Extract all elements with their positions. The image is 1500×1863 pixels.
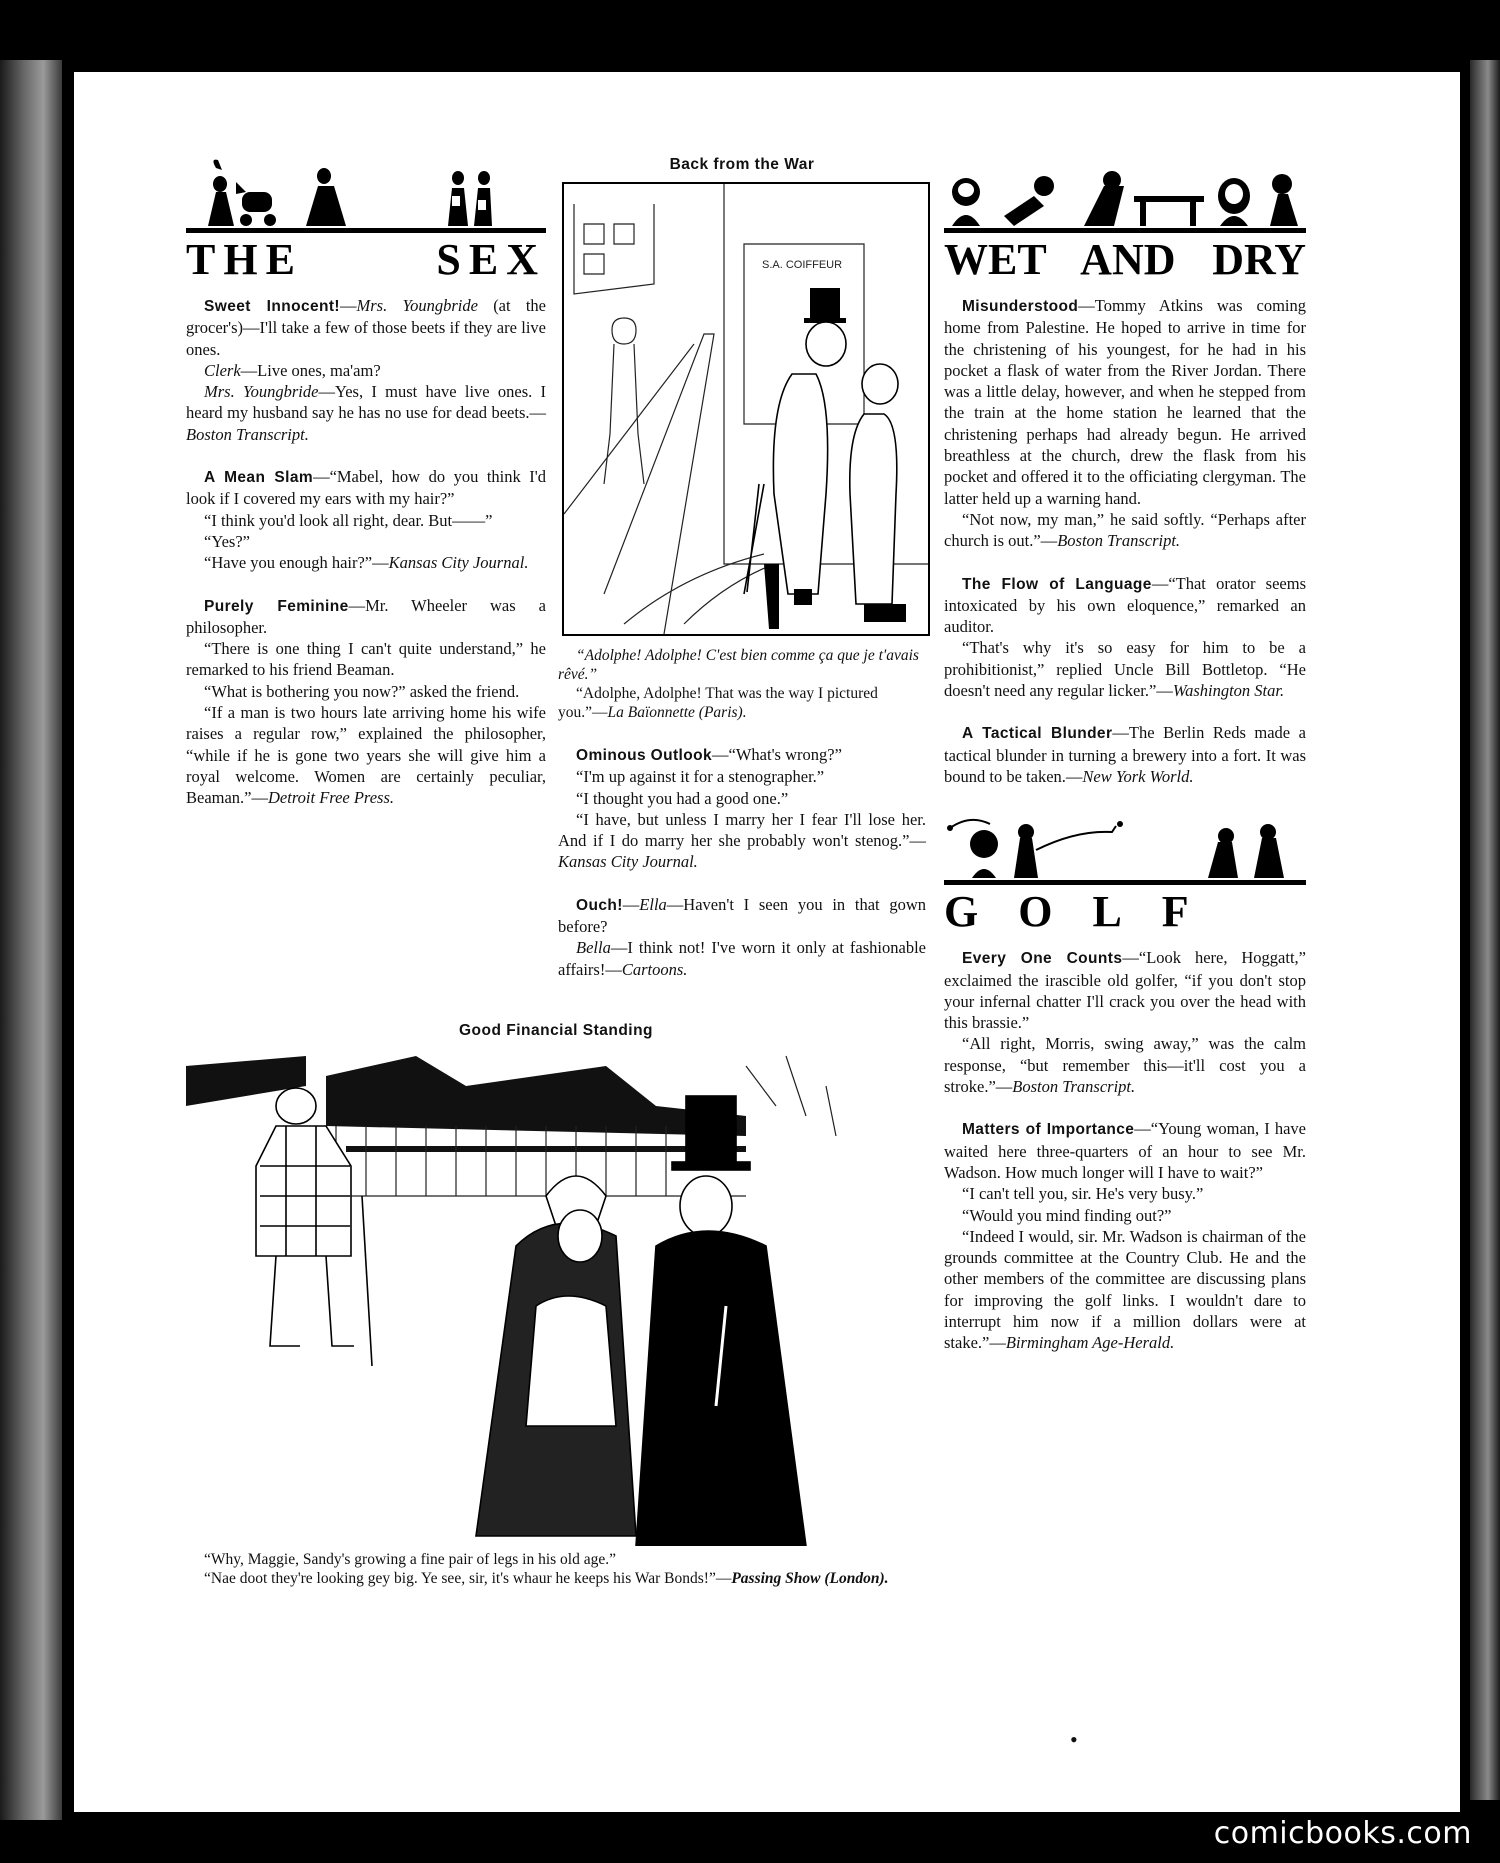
dash: — — [1151, 573, 1169, 593]
article-text: “What is bothering you now?” asked the friend. — [204, 681, 520, 701]
article-text: “Look here, Hoggatt,” exclaimed the irascible old golfer, “if you don't stop your infernal chatter I'll crack you over the head with this brassie.” — [944, 948, 1306, 1033]
page-speck: • — [1070, 1727, 1078, 1752]
article-paragraph — [558, 894, 926, 938]
speaker-name: Clerk — [204, 360, 241, 380]
items-wet-and-dry — [944, 295, 1306, 787]
article-text: “I can't tell you, sir. He's very busy.” — [962, 1184, 1204, 1204]
caption-source: Passing Show (London). — [731, 1570, 889, 1587]
article-heading: Matters of Importance — [962, 1121, 1135, 1139]
article-source: Birmingham Age-Herald. — [1005, 1333, 1175, 1353]
article-paragraph — [186, 681, 546, 702]
column-middle — [558, 156, 926, 1001]
caption-line-2-text: “Nae doot they're looking gey big. Ye see, sir, it's whaur he keeps his War Bonds!”— — [204, 1570, 732, 1587]
article-paragraph — [186, 531, 546, 552]
article-heading: Ouch! — [576, 896, 623, 914]
article-text: “There is one thing I can't quite understand,” he remarked to his friend Beaman. — [186, 639, 546, 680]
article-paragraph — [558, 788, 926, 809]
golf-figures-icon — [944, 808, 1306, 880]
caption-english — [558, 684, 926, 722]
cartoon-back-from-war — [562, 182, 930, 636]
article-source: Boston Transcript. — [186, 424, 309, 444]
column-the-sex — [186, 156, 546, 830]
article-text: “That orator seems intoxicated by his own eloquence,” remarked an auditor. — [944, 573, 1307, 637]
article-text: “Have you enough hair?”— — [204, 553, 389, 573]
scan-edge-right — [1470, 60, 1500, 1800]
article-text: “Yes?” — [204, 531, 250, 551]
article-paragraph — [186, 381, 546, 445]
cartoon-scotland-illustration — [186, 1046, 926, 1546]
article-item — [186, 295, 546, 445]
article-text: “Indeed I would, sir. Mr. Wadson is chairman of the grounds committee at the Country Club. He and the other members of the committee are discussing plans for improving the golf links. I wouldn't dare to interrupt him now if a million dollars were at stake.”— — [944, 1226, 1306, 1353]
article-text: —Live ones, ma'am? — [240, 360, 381, 380]
section-title-the-sex: THE SEX — [186, 235, 546, 284]
article-paragraph — [944, 1033, 1306, 1097]
speaker-name: Mrs. Youngbride — [356, 296, 478, 315]
article-paragraph — [944, 1183, 1306, 1204]
silhouette-figures-icon — [186, 156, 546, 228]
article-paragraph — [944, 722, 1306, 787]
article-item — [944, 947, 1306, 1097]
article-text: (at the grocer's)—I'll take a few of those beets if they are live ones. — [186, 296, 546, 359]
article-paragraph — [558, 744, 926, 766]
column-wet-and-dry — [944, 156, 1306, 1375]
dash: — — [712, 745, 729, 764]
cartoon-good-financial-standing — [186, 1022, 926, 1588]
article-paragraph — [558, 766, 926, 787]
article-text: “I'm up against it for a stenographer.” — [576, 767, 825, 787]
article-heading: Sweet Innocent! — [204, 298, 340, 315]
section-title-wet-and-dry: WET AND DRY — [944, 235, 1306, 284]
article-heading: A Tactical Blunder — [962, 725, 1113, 743]
article-paragraph — [944, 295, 1306, 509]
article-heading: Purely Feminine — [204, 597, 349, 615]
article-paragraph — [186, 295, 546, 360]
caption-line-2 — [186, 1569, 926, 1588]
items-the-sex — [186, 295, 546, 809]
article-source: Kansas City Journal. — [558, 852, 698, 872]
cartoon-title-back-from-war: Back from the War — [669, 156, 815, 173]
wet-dry-figures-icon — [944, 156, 1306, 228]
caption-back-from-war — [558, 646, 926, 722]
article-heading: Misunderstood — [962, 298, 1079, 315]
article-paragraph — [944, 509, 1306, 552]
golf-header-figures — [944, 808, 1306, 880]
article-paragraph — [186, 510, 546, 531]
dash: — — [1134, 1119, 1151, 1139]
article-text: —I think not! I've worn it only at fashionable affairs!— — [558, 938, 926, 979]
cartoon-shop-sign: S.A. COIFFEUR — [762, 259, 843, 271]
scots-cartoon-icon — [186, 1046, 926, 1546]
dash: — — [1112, 723, 1129, 743]
article-paragraph — [186, 702, 546, 808]
article-item — [944, 295, 1306, 552]
scan-edge-left — [0, 60, 62, 1820]
article-text: “I think you'd look all right, dear. But——” — [204, 510, 493, 530]
caption-english-text: “Adolphe, Adolphe! That was the way I pictured you.”— — [558, 685, 878, 721]
article-paragraph — [186, 595, 546, 639]
caption-good-financial-standing — [186, 1550, 926, 1588]
article-source: Boston Transcript. — [1057, 531, 1181, 551]
article-source: Kansas City Journal. — [388, 553, 529, 573]
article-paragraph — [186, 466, 546, 510]
article-text: The Berlin Reds made a tactical blunder in turning a brewery into a fort. It was bound to be taken.— — [944, 723, 1306, 786]
dash: — — [622, 894, 640, 914]
article-source: New York World. — [1082, 766, 1194, 786]
dash: — — [1122, 948, 1139, 968]
article-text: —Haven't I seen you in that gown before? — [558, 894, 926, 937]
caption-source: La Baïonnette (Paris). — [607, 704, 747, 721]
article-item — [558, 744, 926, 873]
article-paragraph — [944, 1205, 1306, 1226]
article-text: —Yes, I must have live ones. I heard my husband say he has no use for dead beets.— — [186, 382, 546, 423]
article-heading: A Mean Slam — [204, 469, 314, 487]
article-item — [186, 595, 546, 809]
cartoon-title-good-financial-standing: Good Financial Standing — [458, 1022, 654, 1039]
speaker-name: Ella — [639, 894, 667, 914]
magazine-page — [74, 72, 1460, 1812]
article-paragraph — [944, 637, 1306, 701]
section-title-golf: GOLF — [944, 887, 1229, 937]
dash: — — [348, 595, 366, 615]
items-middle — [558, 744, 926, 980]
cartoon-illustration-icon — [564, 184, 928, 634]
article-item — [186, 466, 546, 573]
site-watermark: comicbooks.com — [1213, 1816, 1472, 1851]
article-text: “Mabel, how do you think I'd look if I covered my ears with my hair?” — [186, 467, 546, 509]
article-text: “If a man is two hours late arriving home his wife raises a regular row,” explained the philosopher, “while if he is gone two years she will give him a royal welcome. Women are certainly peculiar, Beaman.”— — [186, 703, 546, 808]
article-text: “Young woman, I have waited here three-quarters of an hour to see Mr. Wadson. How much longer will I have to wait?” — [944, 1119, 1306, 1182]
article-paragraph — [186, 638, 546, 681]
article-paragraph — [944, 1118, 1306, 1183]
dash: — — [313, 467, 330, 487]
article-source: Washington Star. — [1172, 681, 1285, 701]
article-text: “Would you mind finding out?” — [962, 1205, 1172, 1225]
article-paragraph — [558, 937, 926, 980]
the-sex-header-figures — [186, 156, 546, 228]
wet-dry-header-figures — [944, 156, 1306, 228]
article-paragraph — [558, 809, 926, 873]
article-text: “That's why it's so easy for him to be a prohibitionist,” replied Uncle Bill Bottletop. “He doesn't need any regular licker.”— — [944, 638, 1306, 701]
article-heading: Every One Counts — [962, 950, 1123, 968]
article-item — [558, 894, 926, 980]
article-source: Cartoons. — [621, 959, 688, 979]
dash: — — [1078, 296, 1095, 315]
article-paragraph — [944, 1226, 1306, 1354]
article-paragraph — [944, 573, 1306, 638]
article-paragraph — [186, 360, 546, 381]
article-text: “Not now, my man,” he said softly. “Perhaps after church is out.”— — [944, 509, 1306, 551]
dash: — — [339, 296, 357, 315]
items-golf — [944, 947, 1306, 1353]
article-source: Boston Transcript. — [1012, 1077, 1136, 1097]
article-text: Mr. Wheeler was a philosopher. — [186, 595, 546, 637]
article-heading: The Flow of Language — [962, 575, 1152, 593]
article-item — [944, 573, 1306, 702]
article-text: “I have, but unless I marry her I fear I'll lose her. And if I do marry her she probably won't stenog.”— — [558, 809, 926, 851]
speaker-name: Bella — [576, 938, 611, 958]
caption-french: “Adolphe! Adolphe! C'est bien comme ça que je t'avais rêvé.” — [558, 647, 919, 683]
article-paragraph — [944, 947, 1306, 1033]
caption-line-1: “Why, Maggie, Sandy's growing a fine pair of legs in his old age.” — [204, 1551, 617, 1568]
article-item — [944, 1118, 1306, 1353]
article-text: Tommy Atkins was coming home from Palestine. He hoped to arrive in time for the christening of his youngest, for he had in his pocket a flask of water from the River Jordan. There was a little delay, however, and when he stepped from the train at the home station he learned that the christening perhaps had already begun. He arrived breathless at the church, drew the flask from his pocket and offered it to the officiating clergyman. The latter held up a warning hand. — [944, 296, 1306, 508]
article-paragraph — [186, 552, 546, 573]
article-text: “What's wrong?” — [728, 745, 842, 764]
article-text: “I thought you had a good one.” — [576, 788, 789, 808]
article-item — [944, 722, 1306, 787]
speaker-name: Mrs. Youngbride — [204, 382, 319, 402]
article-source: Detroit Free Press. — [268, 788, 395, 808]
article-heading: Ominous Outlook — [576, 747, 713, 764]
article-text: “All right, Morris, swing away,” was the calm response, “but remember this—it'll cost you a stroke.”— — [944, 1034, 1306, 1097]
